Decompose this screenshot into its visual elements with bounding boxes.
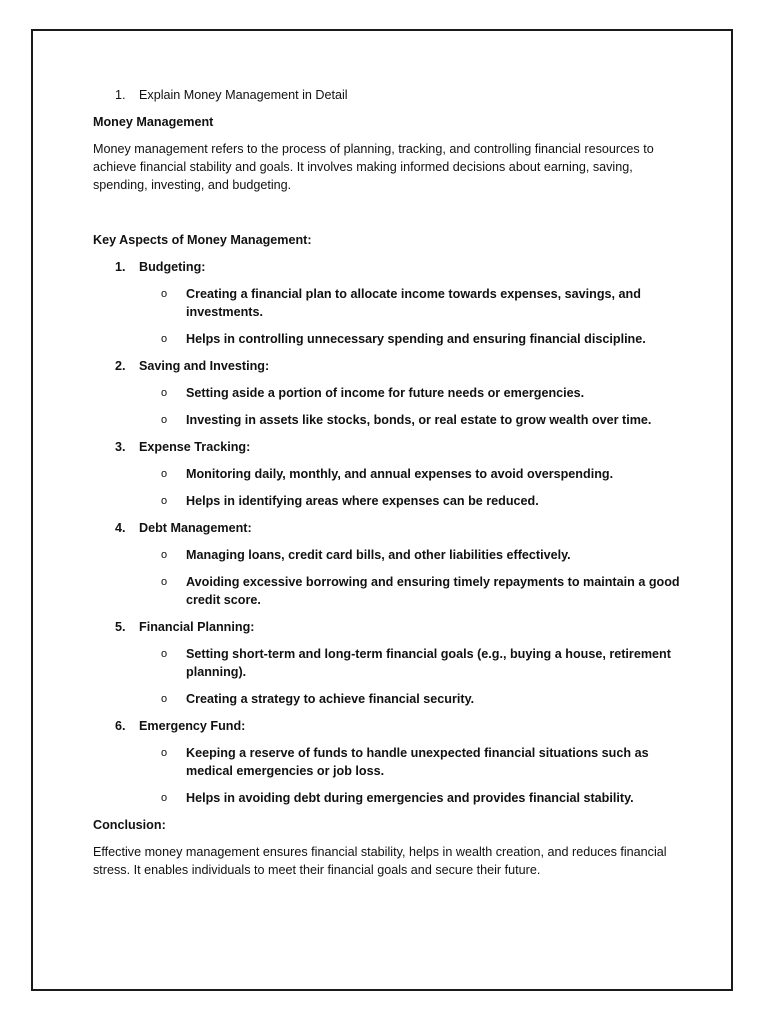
circle-bullet-icon: o bbox=[161, 387, 168, 399]
circle-bullet-icon: o bbox=[161, 549, 168, 561]
aspect-number: 3. bbox=[115, 440, 126, 454]
aspect-point-text: Keeping a reserve of funds to handle unexpected financial situations such as medical emergencies or job loss. bbox=[186, 746, 649, 778]
circle-bullet-icon: o bbox=[161, 495, 168, 507]
aspect-title: Emergency Fund: bbox=[139, 719, 246, 733]
aspect-point bbox=[93, 546, 683, 564]
aspect-number: 1. bbox=[115, 260, 126, 274]
aspect-number: 2. bbox=[115, 359, 126, 373]
question-line bbox=[93, 86, 683, 104]
question-number: 1. bbox=[115, 88, 126, 102]
circle-bullet-icon: o bbox=[161, 468, 168, 480]
aspect-point bbox=[93, 384, 683, 402]
conclusion-paragraph: Effective money management ensures financial stability, helps in wealth creation, and reduces financial stress. It enables individuals to meet their financial goals and secure their future. bbox=[93, 845, 667, 877]
intro-paragraph: Money management refers to the process of planning, tracking, and controlling financial resources to achieve financial stability and goals. It involves making informed decisions about earning, saving, spending, investing, and budgeting. bbox=[93, 142, 654, 192]
circle-bullet-icon: o bbox=[161, 576, 168, 588]
aspect-point-text: Monitoring daily, monthly, and annual expenses to avoid overspending. bbox=[186, 467, 614, 481]
aspect-heading bbox=[93, 618, 683, 636]
aspect-point-text: Helps in identifying areas where expenses can be reduced. bbox=[186, 494, 539, 508]
aspect-heading bbox=[93, 258, 683, 276]
key-aspects-heading: Key Aspects of Money Management: bbox=[93, 233, 312, 247]
aspect-point-text: Managing loans, credit card bills, and other liabilities effectively. bbox=[186, 548, 571, 562]
circle-bullet-icon: o bbox=[161, 333, 168, 345]
aspect-point bbox=[93, 330, 683, 348]
aspect-point bbox=[93, 573, 683, 609]
aspect-point-text: Helps in avoiding debt during emergencies and provides financial stability. bbox=[186, 791, 634, 805]
aspect-point-text: Setting short-term and long-term financial goals (e.g., buying a house, retirement planning). bbox=[186, 647, 671, 679]
aspect-point bbox=[93, 690, 683, 708]
conclusion-heading: Conclusion: bbox=[93, 818, 166, 832]
aspect-point-text: Investing in assets like stocks, bonds, or real estate to grow wealth over time. bbox=[186, 413, 652, 427]
circle-bullet-icon: o bbox=[161, 792, 168, 804]
circle-bullet-icon: o bbox=[161, 414, 168, 426]
aspect-point bbox=[93, 744, 683, 780]
spacer bbox=[93, 203, 683, 231]
aspect-point bbox=[93, 411, 683, 429]
aspect-title: Saving and Investing: bbox=[139, 359, 270, 373]
aspect-point bbox=[93, 492, 683, 510]
aspect-number: 6. bbox=[115, 719, 126, 733]
aspect-point-text: Creating a strategy to achieve financial security. bbox=[186, 692, 475, 706]
circle-bullet-icon: o bbox=[161, 747, 168, 759]
aspect-point bbox=[93, 465, 683, 483]
aspect-title: Debt Management: bbox=[139, 521, 252, 535]
aspect-title: Financial Planning: bbox=[139, 620, 255, 634]
aspect-heading bbox=[93, 438, 683, 456]
aspect-title: Budgeting: bbox=[139, 260, 206, 274]
aspects-list bbox=[93, 258, 683, 807]
aspect-number: 5. bbox=[115, 620, 126, 634]
aspect-point-text: Creating a financial plan to allocate income towards expenses, savings, and investments. bbox=[186, 287, 641, 319]
aspect-point bbox=[93, 645, 683, 681]
aspect-point-text: Helps in controlling unnecessary spending and ensuring financial discipline. bbox=[186, 332, 646, 346]
aspect-number: 4. bbox=[115, 521, 126, 535]
circle-bullet-icon: o bbox=[161, 648, 168, 660]
aspect-heading bbox=[93, 357, 683, 375]
aspect-point bbox=[93, 789, 683, 807]
aspect-point bbox=[93, 285, 683, 321]
aspect-heading bbox=[93, 519, 683, 537]
document-body bbox=[93, 86, 683, 888]
aspect-title: Expense Tracking: bbox=[139, 440, 251, 454]
aspect-heading bbox=[93, 717, 683, 735]
aspect-point-text: Setting aside a portion of income for future needs or emergencies. bbox=[186, 386, 585, 400]
circle-bullet-icon: o bbox=[161, 288, 168, 300]
question-text: Explain Money Management in Detail bbox=[139, 88, 348, 102]
circle-bullet-icon: o bbox=[161, 693, 168, 705]
document-title: Money Management bbox=[93, 115, 214, 129]
aspect-point-text: Avoiding excessive borrowing and ensuring timely repayments to maintain a good credit score. bbox=[186, 575, 680, 607]
